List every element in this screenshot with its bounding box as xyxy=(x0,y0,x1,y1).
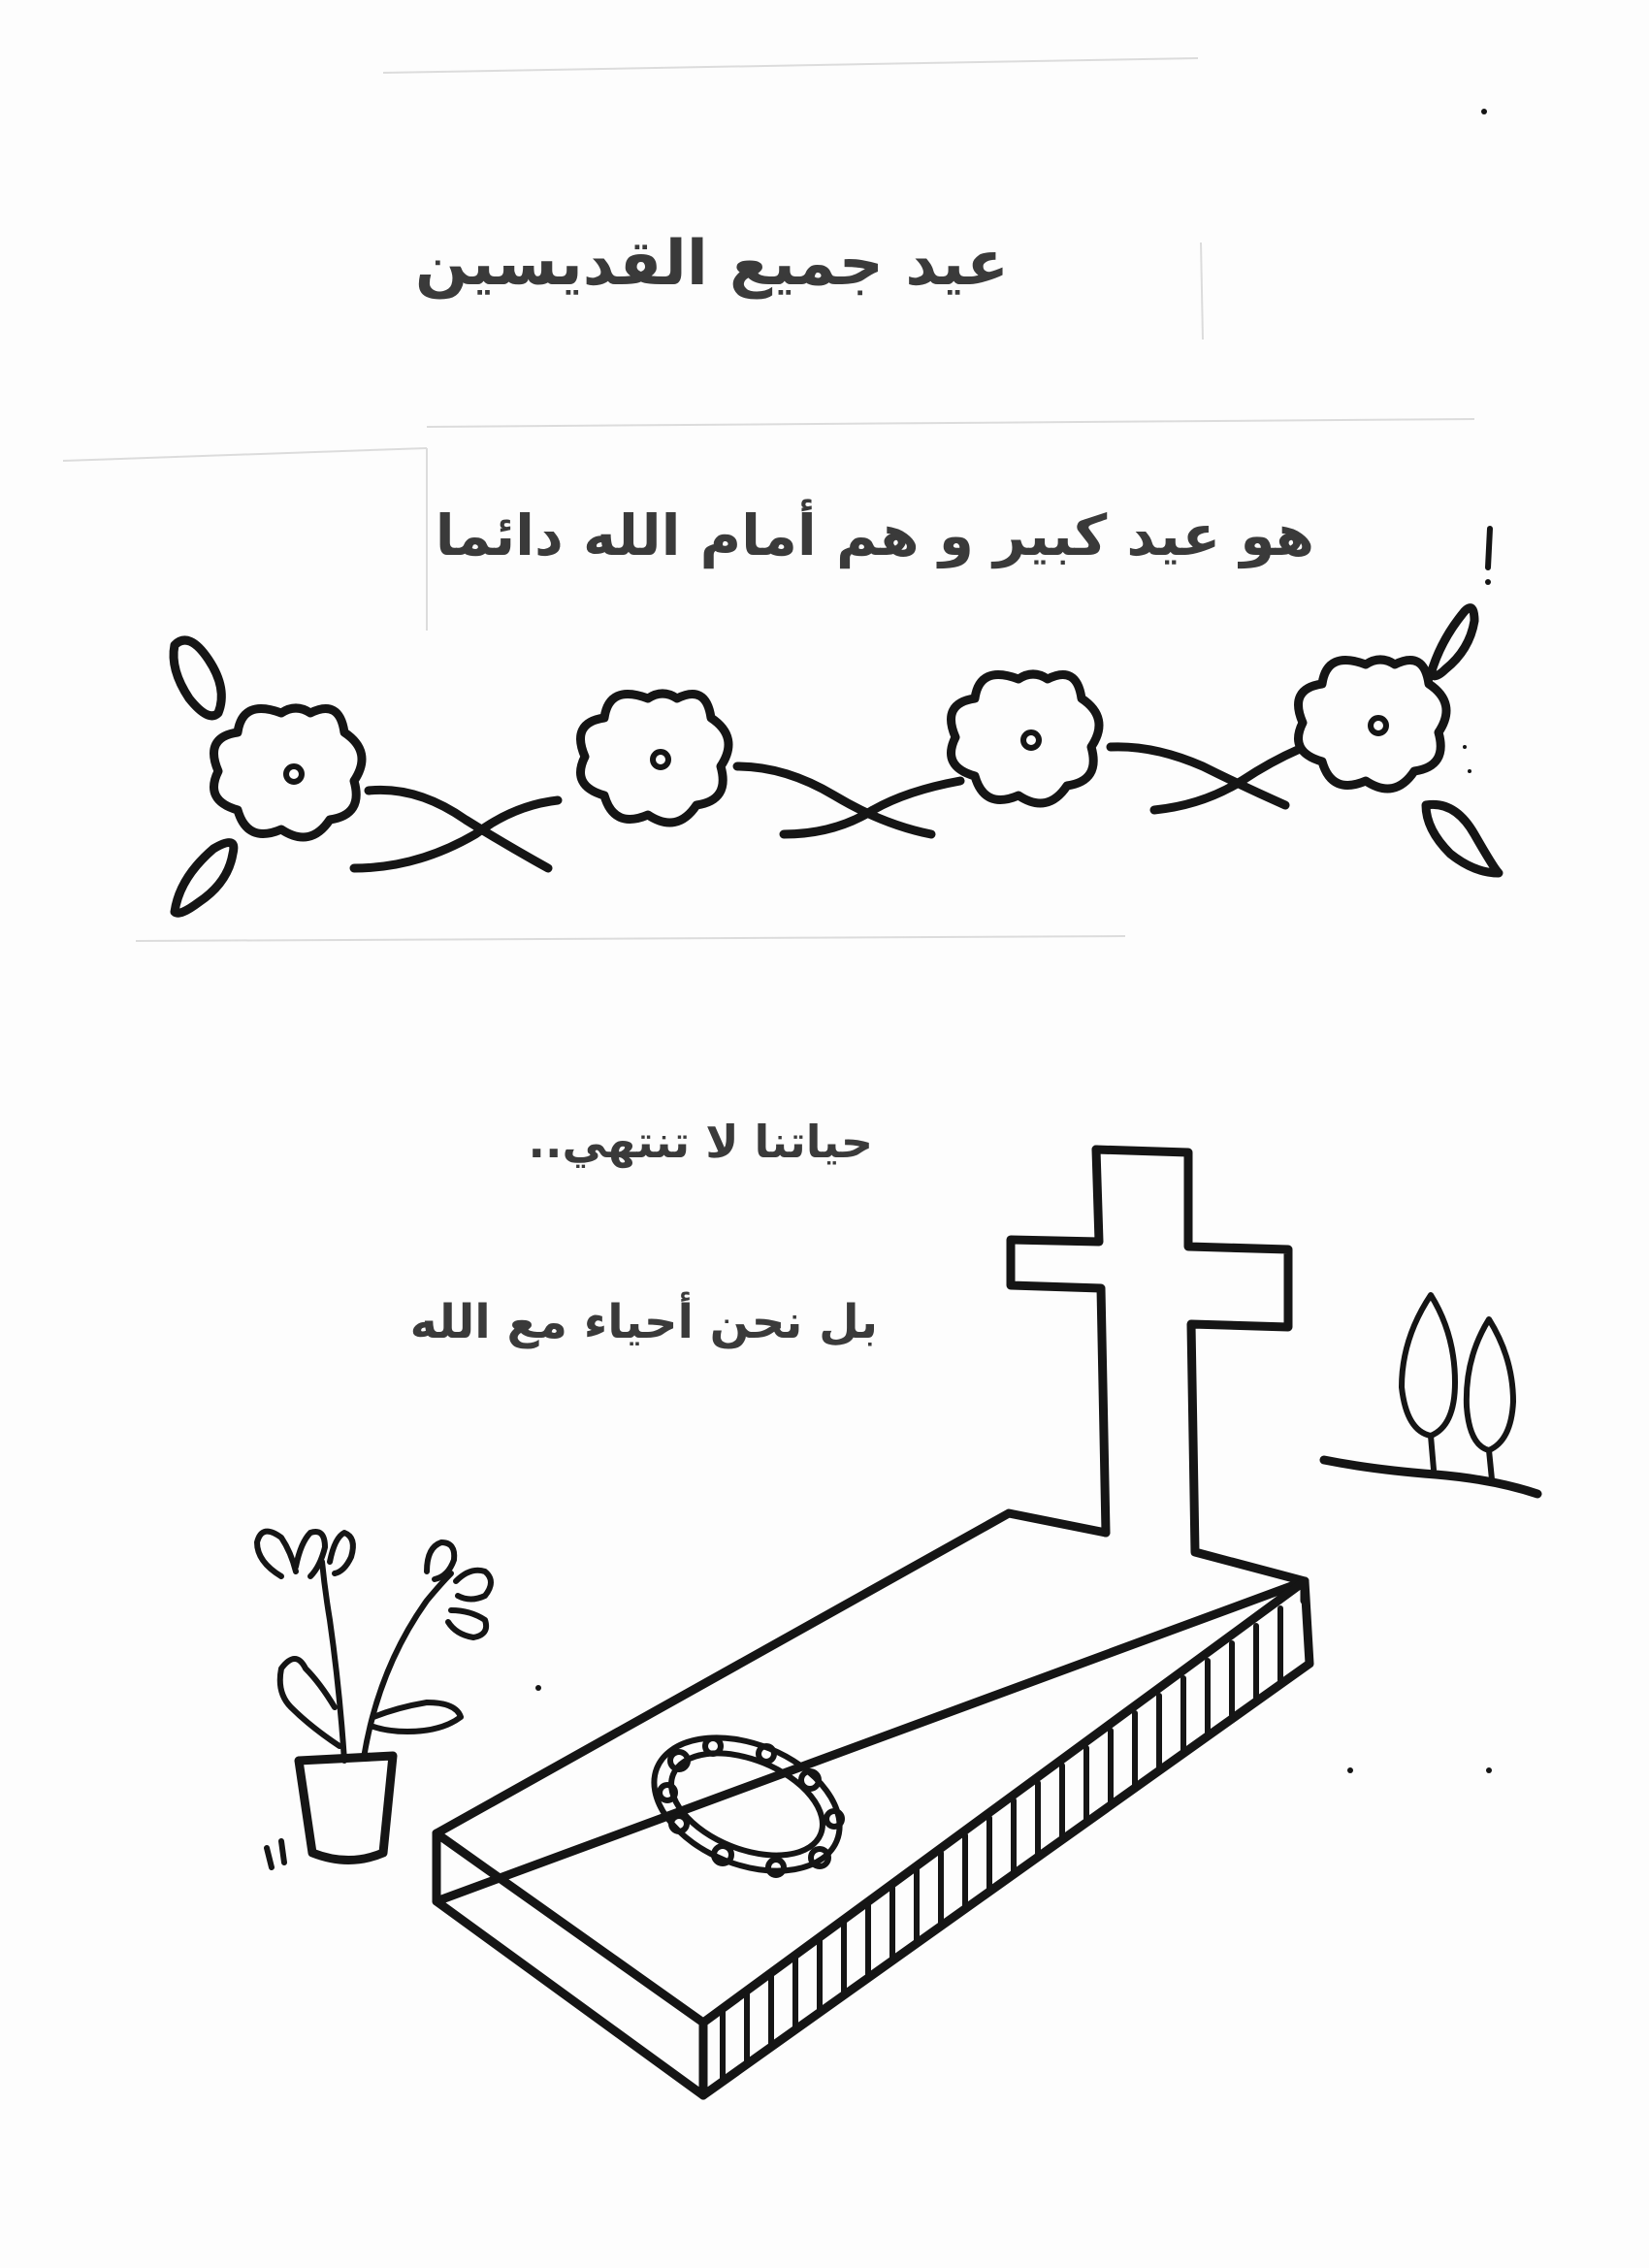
wreath-icon xyxy=(634,1712,859,1896)
trees-icon xyxy=(1324,1295,1537,1494)
paper-edges xyxy=(63,58,1474,941)
text-line-alive: بل نحن أحياء مع الله xyxy=(409,1295,878,1349)
flower-icon xyxy=(1299,660,1447,789)
flower-icon xyxy=(581,694,729,823)
leaf-icon xyxy=(1431,608,1474,676)
tomb-stripes xyxy=(723,1608,1280,2081)
leaf-icon xyxy=(174,640,221,716)
leaf-icon xyxy=(175,843,234,914)
tomb xyxy=(436,1513,1310,2095)
text-line-life: حياتنا لا تنتهي.. xyxy=(528,1116,873,1168)
stray-marks xyxy=(535,109,1492,1773)
potted-plant-icon xyxy=(257,1532,491,1867)
leaf-icon xyxy=(1426,804,1499,873)
flower-icon xyxy=(952,674,1100,803)
text-line-feast: هو عيد كبير و هم أمام الله دائما xyxy=(435,502,1314,568)
flower-border xyxy=(174,608,1499,914)
page-title: عيد جميع القديسين xyxy=(414,228,1009,300)
cross-icon xyxy=(1096,1150,1305,1601)
flower-icon xyxy=(214,708,363,837)
vine xyxy=(354,747,1300,868)
